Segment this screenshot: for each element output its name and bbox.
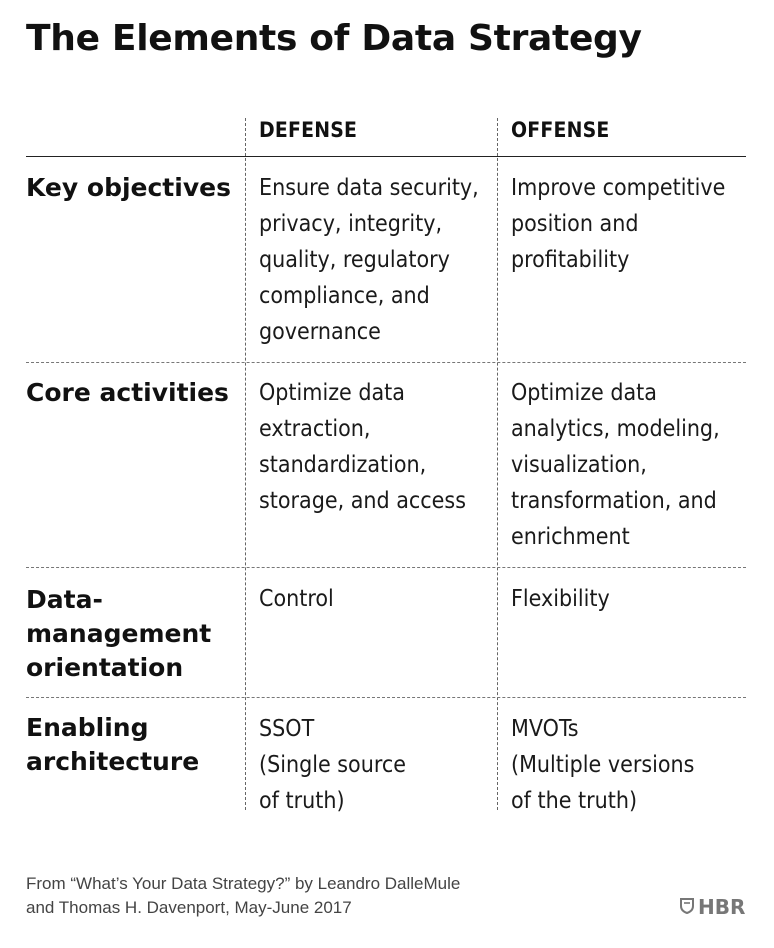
shield-icon xyxy=(680,895,694,919)
column-divider-offense xyxy=(497,118,498,810)
row-label-enabling-architecture: Enabling architecture xyxy=(26,713,200,776)
column-header-defense: DEFENSE xyxy=(259,118,358,142)
row-label-key-objectives: Key objectives xyxy=(26,173,231,202)
row-label-data-management-orientation: Data- management orientation xyxy=(26,585,212,682)
source-credit: From “What’s Your Data Strategy?” by Leandro DalleMule and Thomas H. Davenport, May-June 2017 xyxy=(26,874,461,917)
page-title: The Elements of Data Strategy xyxy=(26,18,642,59)
column-divider-defense xyxy=(245,118,246,810)
row-label-core-activities: Core activities xyxy=(26,378,229,407)
cell-defense: SSOT (Single source of truth) xyxy=(259,716,406,814)
cell-offense: Flexibility xyxy=(511,586,610,612)
row-divider xyxy=(26,697,746,698)
cell-offense: Improve competitive position and profitability xyxy=(511,175,726,273)
hbr-logo xyxy=(680,895,745,919)
header-rule xyxy=(26,156,746,157)
cell-offense: MVOTs (Multiple versions of the truth) xyxy=(511,716,695,814)
cell-defense: Optimize data extraction, standardization, storage, and access xyxy=(259,380,466,514)
row-divider xyxy=(26,567,746,568)
column-header-offense: OFFENSE xyxy=(511,118,610,142)
row-divider xyxy=(26,362,746,363)
logo-text: HBR xyxy=(698,895,746,919)
cell-defense: Ensure data security, privacy, integrity, quality, regulatory compliance, and governance xyxy=(259,175,479,345)
cell-offense: Optimize data analytics, modeling, visualization, transformation, and enrichment xyxy=(511,380,720,550)
cell-defense: Control xyxy=(259,586,334,612)
